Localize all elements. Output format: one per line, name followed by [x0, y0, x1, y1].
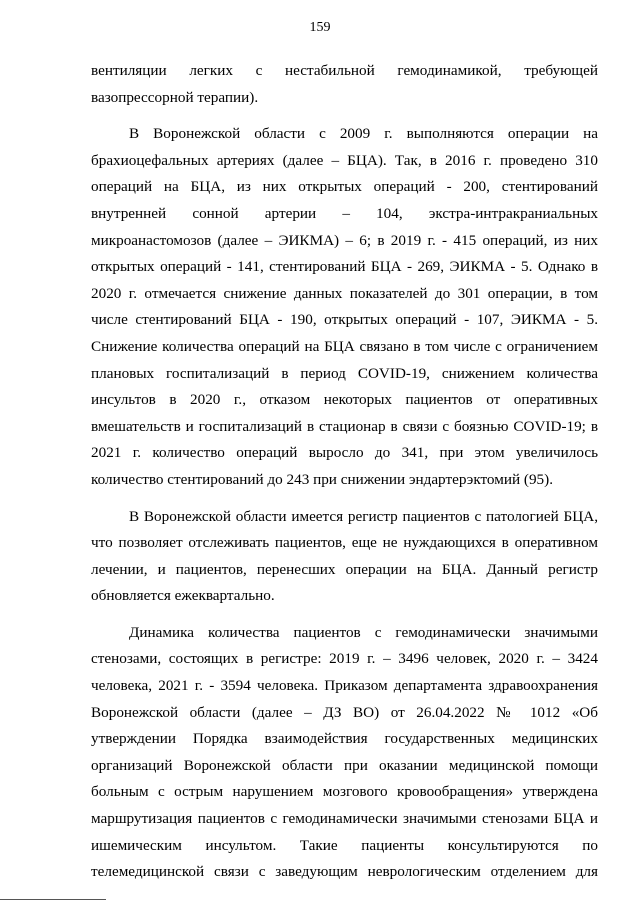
text-line: человека, 2021 г. - 3594 человека. Приказом департамента здравоохранения [91, 677, 598, 695]
text-line: числе стентирований БЦА - 190, открытых операций - 107, ЭИКМА - 5. [91, 311, 598, 329]
text-line: вазопрессорной терапии). [91, 88, 259, 106]
text-line: внутренней сонной артерии – 104, экстра-интракраниальных [91, 204, 598, 222]
text-line: лечении, и пациентов, перенесших операции на БЦА. Данный регистр [91, 560, 598, 578]
text-line: Динамика количества пациентов с гемодинамически значимыми [129, 623, 598, 641]
text-line: утверждении Порядка взаимодействия государственных медицинских [91, 730, 598, 748]
text-line: микроанастомозов (далее – ЭИКМА) – 6; в 2019 г. - 415 операций, из них [91, 231, 598, 249]
paragraph [91, 58, 598, 111]
text-line: плановых госпитализаций в период COVID-19, снижением количества [91, 364, 599, 382]
text-line: Воронежской области (далее – ДЗ ВО) от 26.04.2022 № 1012 «Об [91, 703, 598, 721]
text-line: инсультов в 2020 г., отказом некоторых пациентов от оперативных [91, 391, 598, 409]
text-line: брахиоцефальных артериях (далее – БЦА). Так, в 2016 г. проведено 310 [91, 151, 598, 169]
text-line: организаций Воронежской области при оказании медицинской помощи [91, 756, 598, 774]
text-line: 2020 г. отмечается снижение данных показателей до 301 операции, в том [91, 284, 598, 302]
text-line: 2021 г. количество операций выросло до 341, при этом увеличилось [91, 444, 598, 462]
text-line: стенозами, состоящих в регистре: 2019 г. – 3496 человек, 2020 г. – 3424 [91, 650, 598, 668]
text-line: обновляется ежеквартально. [91, 587, 275, 605]
text-line: вентиляции легких с нестабильной гемодинамикой, требующей [91, 62, 598, 79]
text-line: операций на БЦА, из них открытых операций - 200, стентирований [91, 178, 598, 196]
document-body [91, 58, 598, 886]
text-line: больным с острым нарушением мозгового кровообращения» утверждена [91, 783, 598, 801]
text-line: Снижение количества операций на БЦА связано в том числе с ограничением [91, 337, 598, 355]
text-line: ишемическим инсультом. Такие пациенты консультируются по [91, 836, 598, 854]
text-line: открытых операций - 141, стентирований БЦА - 269, ЭИКМА - 5. Однако в [91, 258, 598, 276]
text-line: В Воронежской области с 2009 г. выполняются операции на [129, 125, 598, 143]
text-line: В Воронежской области имеется регистр пациентов с патологией БЦА, [129, 507, 598, 525]
text-line: маршрутизация пациентов с гемодинамически значимыми стенозами БЦА и [91, 810, 598, 828]
page-number: 159 [309, 20, 331, 35]
paragraph [91, 504, 598, 610]
paragraph [91, 620, 598, 886]
text-line: что позволяет отслеживать пациентов, еще не нуждающихся в оперативном [91, 534, 598, 552]
paragraph [91, 121, 598, 493]
text-line: количество стентирований до 243 при снижении эндартерэктомий (95). [91, 470, 554, 488]
text-line: телемедицинской связи с заведующим неврологическим отделением для [91, 863, 598, 881]
text-line: вмешательств и госпитализаций в стационар в связи с боязнью COVID-19; в [91, 417, 598, 435]
footnote-separator [0, 899, 106, 900]
